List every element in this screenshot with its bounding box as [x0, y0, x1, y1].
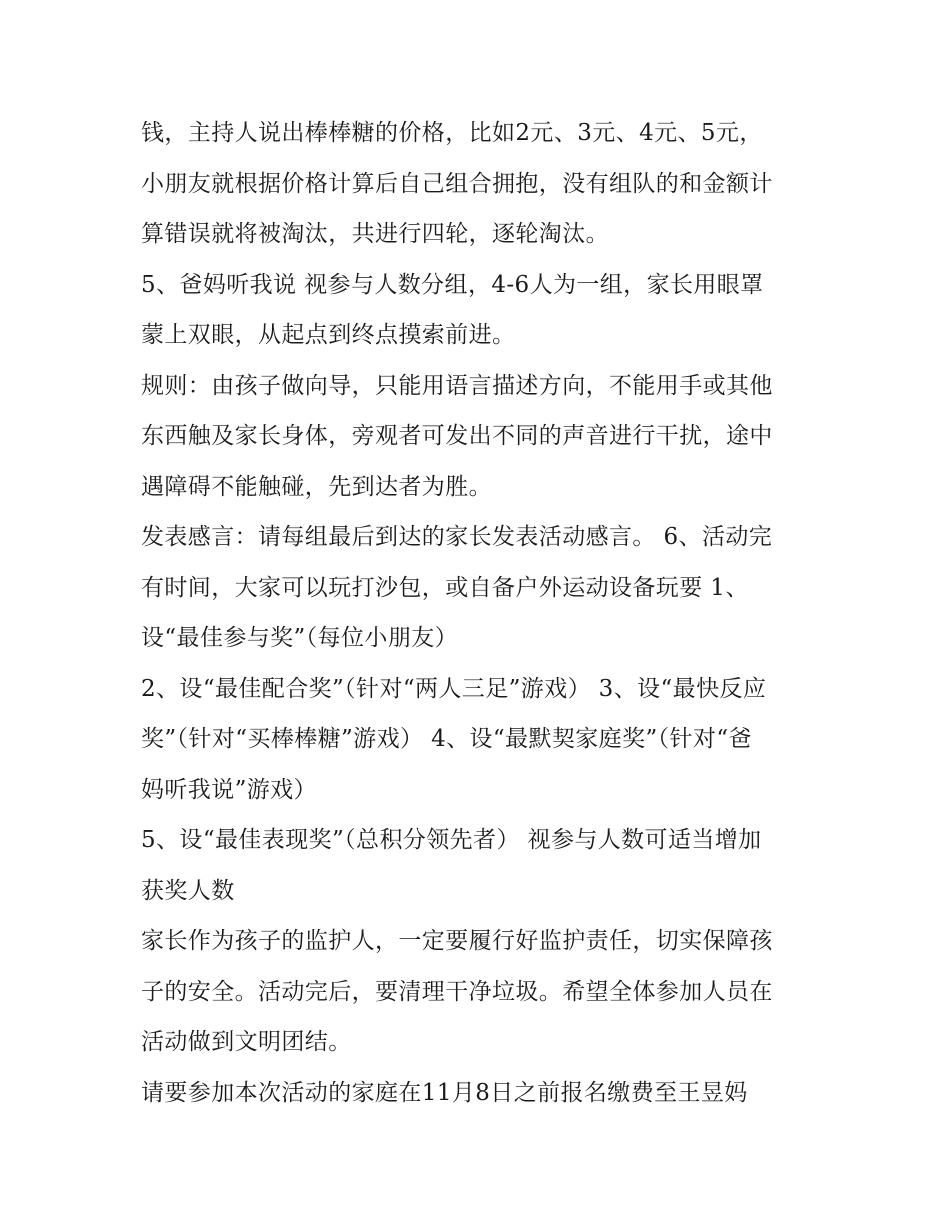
text-line: 家长作为孩子的监护人，一定要履行好监护责任，切实保障孩	[141, 928, 773, 954]
text-line: 小朋友就根据价格计算后自己组合拥抱，没有组队的和金额计	[141, 170, 773, 197]
text-line: 算错误就将被淘汰，共进行四轮，逐轮淘汰。	[141, 221, 609, 247]
document-body	[141, 108, 821, 1118]
text-line: 东西触及家长身体，旁观者可发出不同的声音进行干扰，途中	[141, 423, 773, 449]
text-line: 钱，主持人说出棒棒糖的价格，比如2元、3元、4元、5元，	[141, 120, 763, 146]
text-line: 5、爸妈听我说 视参与人数分组，4-6人为一组，家长用眼罩	[141, 271, 764, 298]
text-line: 发表感言：请每组最后到达的家长发表活动感言。 6、活动完	[141, 524, 773, 550]
text-line: 2、设“最佳配合奖”（针对“两人三足”游戏） 3、设“最快反应	[141, 675, 767, 702]
text-line: 5、设“最佳表现奖”（总积分领先者） 视参与人数可适当增加	[141, 827, 762, 853]
text-line: 蒙上双眼，从起点到终点摸索前进。	[141, 322, 516, 348]
text-line: 获奖人数	[141, 877, 235, 904]
text-line: 设“最佳参与奖”（每位小朋友）	[141, 625, 459, 651]
text-line: 请要参加本次活动的家庭在11月8日之前报名缴费至王昱妈	[141, 1079, 748, 1106]
text-line: 奖”（针对“买棒棒糖”游戏） 4、设“最默契家庭奖”（针对“爸	[141, 726, 752, 752]
text-line: 活动做到文明团结。	[141, 1029, 352, 1055]
text-line: 规则：由孩子做向导，只能用语言描述方向，不能用手或其他	[141, 372, 773, 399]
text-line: 有时间，大家可以玩打沙包，或自备户外运动设备玩要 1、	[141, 574, 749, 601]
text-line: 遇障碍不能触碰，先到达者为胜。	[141, 473, 492, 500]
text-line: 子的安全。活动完后，要清理干净垃圾。希望全体参加人员在	[141, 978, 773, 1005]
text-line: 妈听我说”游戏）	[141, 776, 317, 803]
